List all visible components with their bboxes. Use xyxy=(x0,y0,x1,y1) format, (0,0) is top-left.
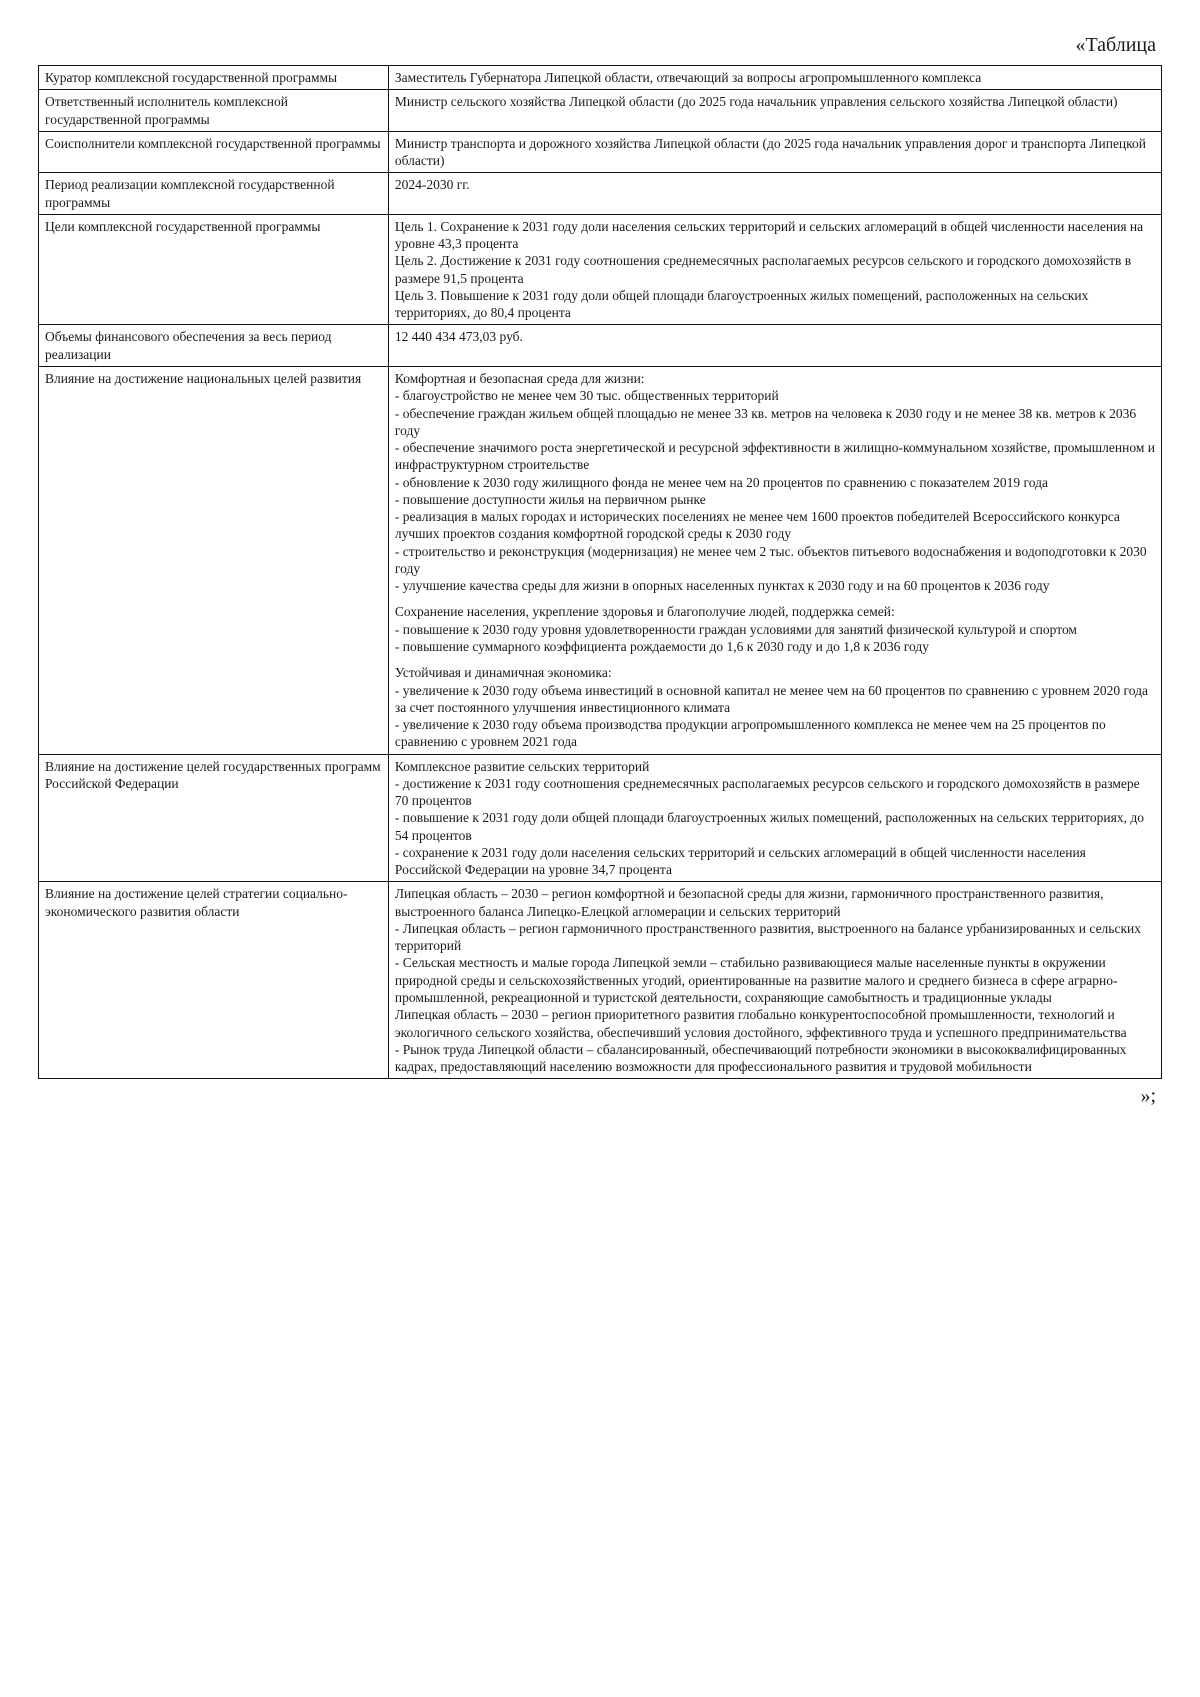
row-label: Влияние на достижение национальных целей развития xyxy=(39,366,389,754)
value-line: Комфортная и безопасная среда для жизни: xyxy=(394,370,645,386)
row-label: Ответственный исполнитель комплексной государственной программы xyxy=(39,90,389,132)
table-row xyxy=(39,214,1162,325)
row-value xyxy=(388,66,1161,90)
value-line: - достижение к 2031 году соотношения среднемесячных располагаемых ресурсов сельского и городского домохозяйств в размере 70 процентов xyxy=(394,775,1140,809)
value-line: - Липецкая область – регион гармоничного пространственного развития, выстроенного на балансе урбанизированных и сельских территорий xyxy=(394,920,1141,954)
row-value xyxy=(388,173,1161,215)
row-label: Период реализации комплексной государственной программы xyxy=(39,173,389,215)
program-passport-table xyxy=(38,65,1162,1079)
value-line: - сохранение к 2031 году доли населения сельских территорий и сельских агломераций в общей численности населения Российской Федерации на уровне 34,7 процента xyxy=(394,844,1086,878)
row-value xyxy=(388,882,1161,1079)
value-line: - повышение доступности жилья на первичном рынке xyxy=(394,491,706,507)
table-row xyxy=(39,754,1162,882)
row-value xyxy=(388,214,1161,325)
value-line: - Сельская местность и малые города Липецкой земли – стабильно развивающиеся малые населенные пункты в окружении природной среды и сельскохозяйственных угодий, ориентированные на развитие малого и среднего бизнеса в сфере аграрно-промышленной, рекреационной и туристской деятельности, сохраняющие самобытность и традиционные уклады xyxy=(394,955,1118,1006)
table-row xyxy=(39,66,1162,90)
row-label: Влияние на достижение целей стратегии социально-экономического развития области xyxy=(39,882,389,1079)
value-line: Комплексное развитие сельских территорий xyxy=(394,758,650,774)
value-line: - Рынок труда Липецкой области – сбалансированный, обеспечивающий потребности экономики в высококвалифицированных кадрах, предоставляющий населению возможности для профессионального развития и трудовой мобильности xyxy=(394,1041,1127,1075)
value-line: - обновление к 2030 году жилищного фонда не менее чем на 20 процентов по сравнению с показателем 2019 года xyxy=(394,474,1048,490)
value-line: - повышение суммарного коэффициента рождаемости до 1,6 к 2030 году и до 1,8 к 2036 году xyxy=(394,638,929,654)
value-line: - повышение к 2030 году уровня удовлетворенности граждан условиями для занятий физической культурой и спортом xyxy=(394,621,1077,637)
value-line: - повышение к 2031 году доли общей площади благоустроенных жилых помещений, расположенных на сельских территориях, до 54 процентов xyxy=(394,810,1144,843)
closing-quote: »; xyxy=(1140,1085,1156,1108)
value-line: - строительство и реконструкция (модернизация) не менее чем 2 тыс. объектов питьевого водоснабжения и водоподготовки к 2030 году xyxy=(394,543,1147,576)
row-value xyxy=(388,90,1161,132)
value-line: Цель 3. Повышение к 2031 году доли общей площади благоустроенных жилых помещений, расположенных на сельских территориях, до 80,4 процента xyxy=(394,287,1089,321)
row-label: Цели комплексной государственной программы xyxy=(39,214,389,325)
value-line: Министр транспорта и дорожного хозяйства Липецкой области (до 2025 года начальник управления дорог и транспорта Липецкой области) xyxy=(394,135,1147,169)
value-line: Цель 1. Сохранение к 2031 году доли населения сельских территорий и сельских агломераций в общей численности населения на уровне 43,3 процента xyxy=(394,218,1144,252)
table-row xyxy=(39,325,1162,367)
row-label: Куратор комплексной государственной программы xyxy=(39,66,389,90)
row-label: Соисполнители комплексной государственной программы xyxy=(39,131,389,173)
row-value xyxy=(388,366,1161,754)
table-row xyxy=(39,173,1162,215)
table-row xyxy=(39,882,1162,1079)
table-row xyxy=(39,131,1162,173)
row-value xyxy=(388,131,1161,173)
value-line: Цель 2. Достижение к 2031 году соотношения среднемесячных располагаемых ресурсов сельского и городского домохозяйств в размере 91,5 процента xyxy=(394,253,1132,286)
value-line: Липецкая область – 2030 – регион приоритетного развития глобально конкурентоспособной промышленности, технологий и экологичного сельского хозяйства, обеспечивший условия достойного, эффективного труда и успешного предпринимательства xyxy=(394,1007,1127,1040)
value-line: Заместитель Губернатора Липецкой области, отвечающий за вопросы агропромышленного комплекса xyxy=(394,70,982,85)
value-line: Сохранение населения, укрепление здоровья и благополучие людей, поддержка семей: xyxy=(394,604,895,620)
value-line: 12 440 434 473,03 руб. xyxy=(394,329,523,345)
table-caption: «Таблица xyxy=(1075,34,1156,56)
table-row xyxy=(39,90,1162,132)
row-label: Влияние на достижение целей государственных программ Российской Федерации xyxy=(39,754,389,882)
value-line: - улучшение качества среды для жизни в опорных населенных пунктах к 2030 году и на 60 процентов к 2036 году xyxy=(394,578,1050,594)
value-line: - благоустройство не менее чем 30 тыс. общественных территорий xyxy=(394,388,779,404)
value-line: - реализация в малых городах и исторических поселениях не менее чем 1600 проектов победителей Всероссийского конкурса лучших проектов создания комфортной городской среды к 2030 году xyxy=(394,509,1120,542)
table-row xyxy=(39,366,1162,754)
value-line: - увеличение к 2030 году объема инвестиций в основной капитал не менее чем на 60 процентов по сравнению с уровнем 2020 года за счет постоянного улучшения инвестиционного климата xyxy=(394,682,1148,715)
value-line: Липецкая область – 2030 – регион комфортной и безопасной среды для жизни, гармоничного пространственного развития, выстроенного баланса Липецко-Елецкой агломерации и сельских территорий xyxy=(394,886,1104,919)
row-label: Объемы финансового обеспечения за весь период реализации xyxy=(39,325,389,367)
value-line: - обеспечение значимого роста энергетической и ресурсной эффективности в жилищно-коммунальном хозяйстве, промышленном и инфраструктурном строительстве xyxy=(394,440,1155,473)
value-line: - увеличение к 2030 году объема производства продукции агропромышленного комплекса не менее чем на 25 процентов по сравнению с уровнем 2021 года xyxy=(394,717,1106,750)
value-line: 2024-2030 гг. xyxy=(394,177,470,193)
value-line: Министр сельского хозяйства Липецкой области (до 2025 года начальник управления сельского хозяйства Липецкой области) xyxy=(394,94,1118,110)
value-line: Устойчивая и динамичная экономика: xyxy=(394,665,612,681)
row-value xyxy=(388,325,1161,367)
row-value xyxy=(388,754,1161,882)
value-line: - обеспечение граждан жильем общей площадью не менее 33 кв. метров на человека к 2030 году и не менее 38 кв. метров к 2036 году xyxy=(394,405,1137,438)
